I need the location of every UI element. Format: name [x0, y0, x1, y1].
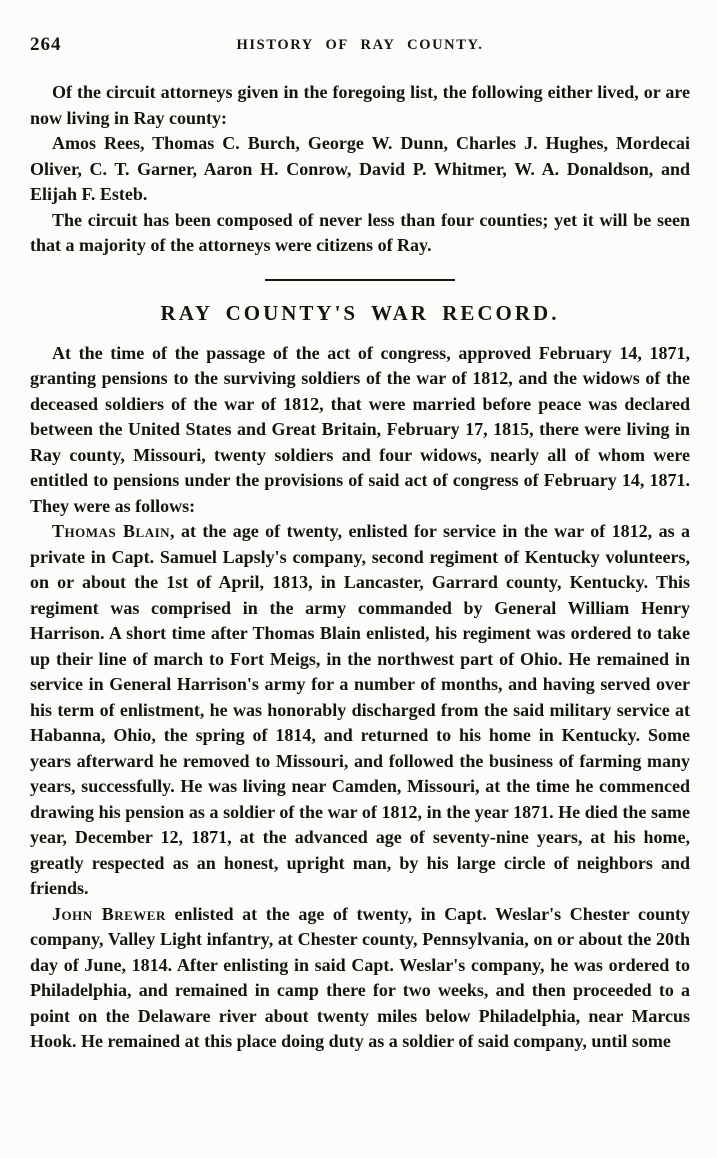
paragraph-text: enlisted at the age of twenty, in Capt. Weslar's Chester county company, Valley Light infantry, at Chester county, Pennsylvania, on or about the 20th day of June, 1814. After enlisting in said Capt. Weslar's company, he was ordered to Philadelphia, and remained in camp there for two weeks, and then proceeded to a point on the Delaware river about twenty miles below Philadelphia, near Marcus Hook. He remained at this place doing duty as a soldier of said company, until some	[30, 903, 690, 1051]
paragraph-text: At the time of the passage of the act of congress, approved February 14, 1871, granting pensions to the surviving soldiers of the war of 1812, and the widows of the deceased soldiers of the war of 1812, that were married before peace was declared between the United States and Great Britain, February 17, 1815, there were living in Ray county, Missouri, twenty soldiers and four widows, nearly all of whom were entitled to pensions under the provisions of said act of congress of February 14, 1871. They were as follows:	[30, 342, 690, 516]
page-header	[30, 34, 690, 56]
war-record-paragraph-thomas-blain	[30, 519, 690, 902]
paragraph-lead-name-thomas-blain: Thomas Blain	[52, 521, 171, 541]
section-heading: RAY COUNTY'S WAR RECORD.	[160, 300, 560, 325]
intro-paragraph-circuit: The circuit has been composed of never less than four counties; yet it will be seen that a majority of the attorneys were citizens of Ray.	[30, 209, 690, 255]
paragraph-lead-name-john-brewer: John Brewer	[52, 903, 166, 924]
page-number: 264	[30, 34, 62, 55]
paragraph-text: , at the age of twenty, enlisted for service in the war of 1812, as a private in Capt. Samuel Lapsly's company, second regiment of Kentucky volunteers, on or about the 1st of April, 1813, in Lancaster, Garrard county, Kentucky. This regiment was comprised in the army commanded by General William Henry Harrison. A short time after Thomas Blain enlisted, his regiment was ordered to take up their line of march to Fort Meigs, in the northwest part of Ohio. He remained in service in General Harrison's army for a number of months, and having served over his term of enlistment, he was honorably discharged from the said military service at Habanna, Ohio, the spring of 1814, and returned to his home in Kentucky. Some years afterward he removed to Missouri, and followed the business of farming many years, successfully. He was living near Camden, Missouri, at the time he commenced drawing his pension as a soldier of the war of 1812, in the year 1871. He died the same year, December 12, 1871, at the advanced age of seventy-nine years, at his home, greatly respected as an honest, upright man, by his large circle of neighbors and friends.	[30, 521, 690, 898]
intro-paragraph-1: Of the circuit attorneys given in the foregoing list, the following either lived, or are now living in Ray county:	[30, 82, 690, 128]
intro-paragraph-attorney-list: Amos Rees, Thomas C. Burch, George W. Dunn, Charles J. Hughes, Mordecai Oliver, C. T. Garner, Aaron H. Conrow, David P. Whitmer, W. A. Donaldson, and Elijah F. Esteb.	[30, 133, 690, 204]
war-record-paragraph-intro	[30, 341, 690, 520]
running-title: HISTORY OF RAY COUNTY.	[236, 37, 484, 53]
war-record-paragraph-john-brewer	[30, 902, 690, 1055]
section-divider-rule	[265, 279, 455, 281]
